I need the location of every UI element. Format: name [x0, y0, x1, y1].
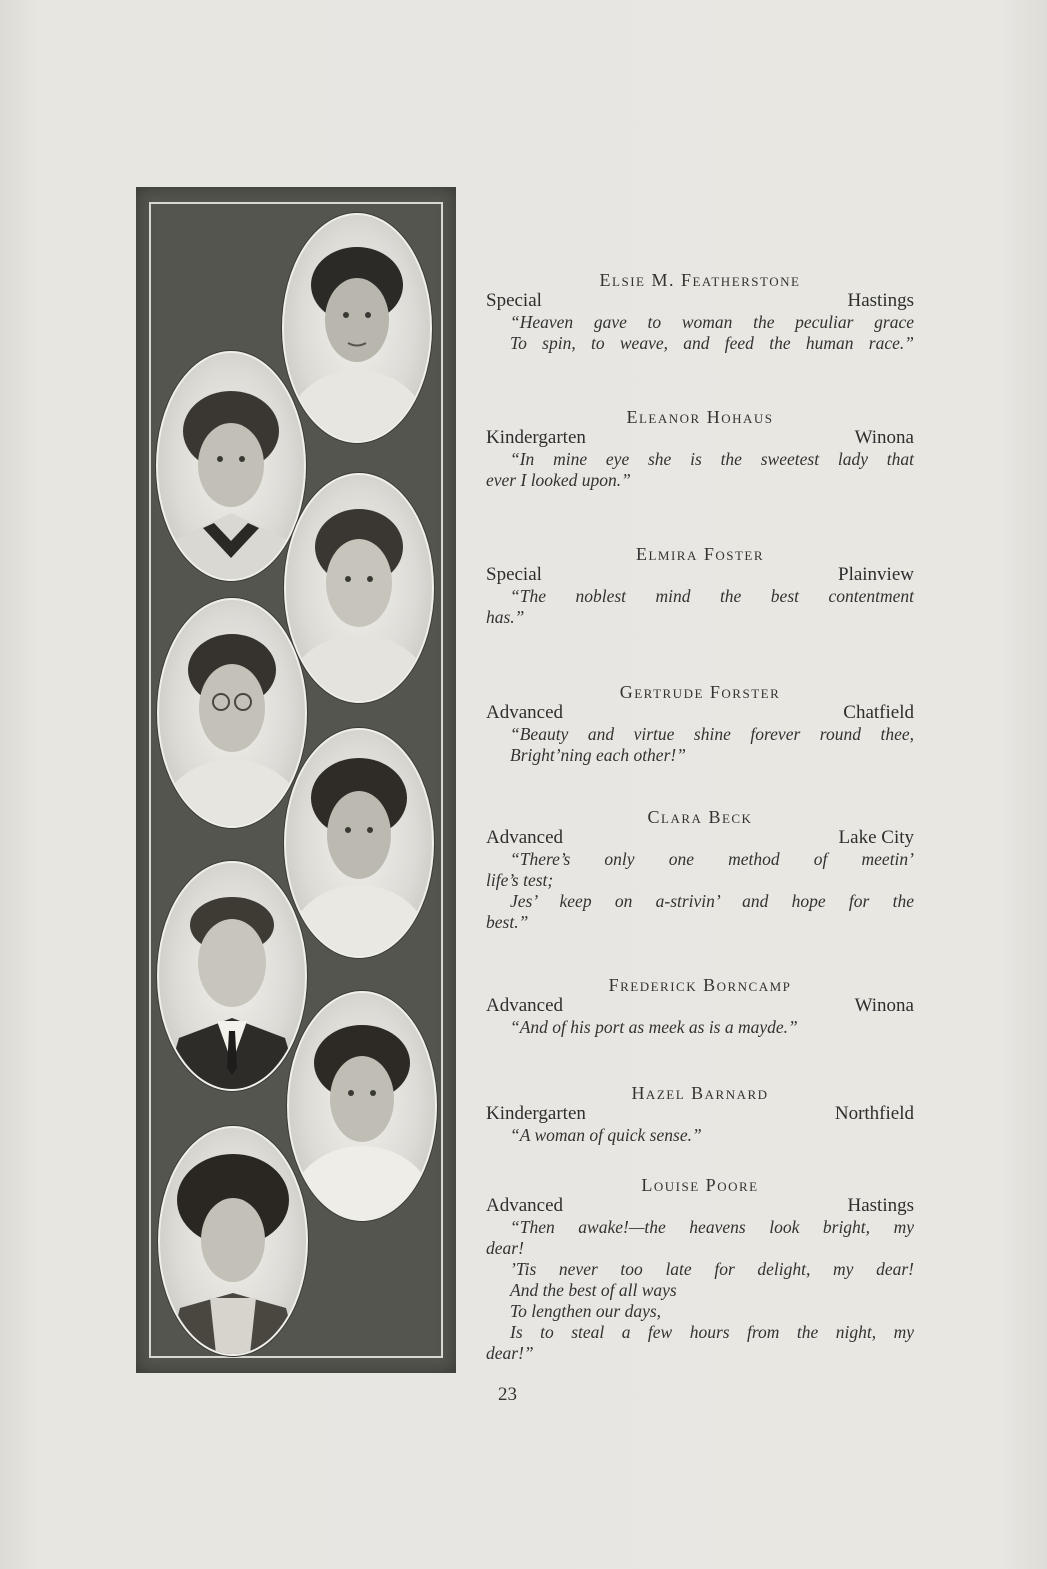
quote-line: “The noblest mind the best contentment: [510, 586, 914, 606]
student-course: Special: [486, 290, 542, 311]
student-quote: [486, 724, 914, 766]
student-quote: [486, 1125, 914, 1146]
quote-line: “Then awake!—the heavens look bright, my: [510, 1217, 914, 1237]
student-course: Advanced: [486, 827, 564, 848]
student-meta: [486, 1195, 914, 1217]
student-entry: [486, 807, 914, 933]
portrait-photo: [284, 728, 434, 958]
student-quote: [486, 586, 914, 628]
portrait-photo: [158, 1126, 308, 1356]
student-meta: [486, 1103, 914, 1125]
student-town: Northfield: [834, 1103, 914, 1124]
student-meta: [486, 427, 914, 449]
student-course: Advanced: [486, 995, 564, 1016]
student-town: Winona: [854, 427, 914, 448]
portrait-photo: [284, 473, 434, 703]
student-name: Hazel Barnard: [631, 1083, 769, 1103]
student-course: Advanced: [486, 702, 564, 723]
quote-line: has.”: [486, 607, 525, 627]
student-entry: [486, 1083, 914, 1146]
student-name: Elsie M. Featherstone: [599, 270, 801, 290]
student-entry: [486, 270, 914, 354]
portrait-photo: [156, 351, 306, 581]
student-name: Gertrude Forster: [619, 682, 781, 702]
portrait-photo: [287, 991, 437, 1221]
quote-line: Bright’ning each other!”: [510, 745, 686, 765]
student-meta: [486, 702, 914, 724]
student-name: Eleanor Hohaus: [626, 407, 774, 427]
student-quote: [486, 449, 914, 491]
quote-line: Jes’ keep on a-strivin’ and hope for the: [510, 891, 914, 911]
student-course: Kindergarten: [486, 1103, 586, 1124]
student-entry: [486, 544, 914, 628]
student-name: Clara Beck: [647, 807, 753, 827]
student-name: Frederick Borncamp: [608, 975, 792, 995]
student-town: Lake City: [838, 827, 914, 848]
quote-line: Is to steal a few hours from the night, my: [510, 1322, 914, 1342]
quote-line: “Heaven gave to woman the peculiar grace: [510, 312, 914, 332]
quote-line: “And of his port as meek as is a mayde.”: [510, 1017, 798, 1037]
student-quote: [486, 1017, 914, 1038]
student-quote: [486, 849, 914, 933]
page-number: 23: [498, 1384, 517, 1405]
quote-line: “A woman of quick sense.”: [510, 1125, 702, 1145]
student-meta: [486, 827, 914, 849]
student-meta: [486, 290, 914, 312]
student-entry: [486, 407, 914, 491]
student-town: Plainview: [838, 564, 914, 585]
quote-line: dear!”: [486, 1343, 534, 1363]
student-course: Advanced: [486, 1195, 564, 1216]
student-course: Kindergarten: [486, 427, 586, 448]
student-entry: [486, 975, 914, 1038]
portrait-photo: [157, 861, 307, 1091]
quote-line: ever I looked upon.”: [486, 470, 631, 490]
student-town: Hastings: [847, 290, 914, 311]
student-town: Hastings: [847, 1195, 914, 1216]
portrait-photo: [157, 598, 307, 828]
student-entry: [486, 682, 914, 766]
quote-line: To spin, to weave, and feed the human race.”: [510, 333, 914, 353]
student-meta: [486, 564, 914, 586]
quote-line: To lengthen our days,: [510, 1301, 662, 1321]
quote-line: dear!: [486, 1238, 524, 1258]
student-town: Chatfield: [843, 702, 914, 723]
student-quote: [486, 312, 914, 354]
quote-line: And the best of all ways: [510, 1280, 677, 1300]
photo-panel: [136, 187, 456, 1373]
quote-line: life’s test;: [486, 870, 554, 890]
student-course: Special: [486, 564, 542, 585]
student-town: Winona: [854, 995, 914, 1016]
student-name: Louise Poore: [641, 1175, 759, 1195]
quote-line: best.”: [486, 912, 529, 932]
quote-line: “There’s only one method of meetin’: [510, 849, 914, 869]
student-entry: [486, 1175, 914, 1364]
quote-line: “Beauty and virtue shine forever round thee,: [510, 724, 914, 744]
student-quote: [486, 1217, 914, 1364]
quote-line: ’Tis never too late for delight, my dear!: [510, 1259, 914, 1279]
student-name: Elmira Foster: [635, 544, 765, 564]
student-meta: [486, 995, 914, 1017]
portrait-photo: [282, 213, 432, 443]
quote-line: “In mine eye she is the sweetest lady that: [510, 449, 914, 469]
